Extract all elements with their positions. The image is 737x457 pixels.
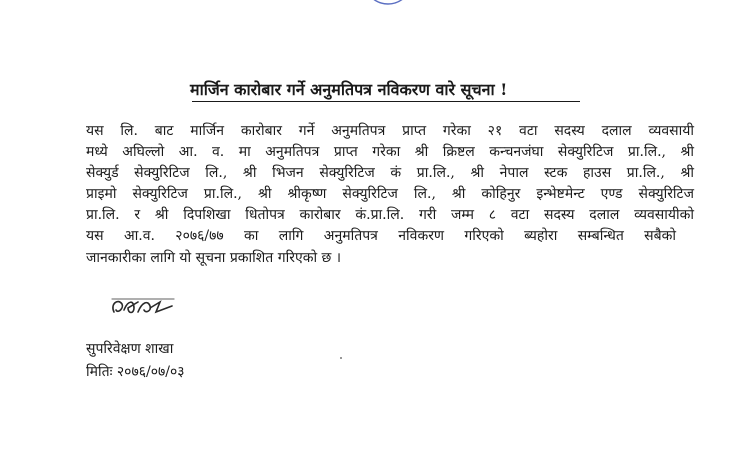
- notice-title: मार्जिन कारोबार गर्ने अनुमतिपत्र नविकरण वारे सूचना !: [190, 80, 508, 99]
- body-line: यस लि. बाट मार्जिन कारोबार गर्ने अनुमतिपत्र प्राप्त गरेका २१ वटा सदस्य दलाल व्यवसायी: [86, 123, 694, 139]
- scan-speck: [340, 357, 342, 359]
- body-line: प्रा.लि. र श्री दिपशिखा धितोपत्र कारोबार कं.प्रा.लि. गरी जम्म ८ वटा सदस्य दलाल व्यवसायीको: [86, 207, 694, 223]
- body-line: मध्ये अघिल्लो आ. व. मा अनुमतिपत्र प्राप्त गरेका श्री क्रिष्टल कन्चनजंघा सेक्युरिटिज प्रा.लि., श्री: [86, 144, 694, 160]
- issuing-section: सुपरिवेक्षण शाखा: [86, 341, 174, 357]
- handwritten-signature: [108, 290, 178, 322]
- body-line: प्राइमो सेक्युरिटिज प्रा.लि., श्री श्रीकृष्ण सेक्युरिटिज लि., श्री कोहिनुर इन्भेष्टमेन्ट एण्ड सेक्युरिटिज: [86, 186, 694, 202]
- body-line: यस आ.व. २०७६/७७ का लागि अनुमतिपत्र नविकरण गरिएको ब्यहोरा सम्बन्धित सबैको: [86, 228, 676, 244]
- issue-date: मितिः २०७६/०७/०३: [86, 364, 185, 380]
- body-line: जानकारीका लागि यो सूचना प्रकाशित गरिएको छ ।: [86, 250, 342, 266]
- body-line: सेक्युर्ड सेक्युरिटिज लि., श्री भिजन सेक्युरिटिज कं प्रा.लि., श्री नेपाल स्टक हाउस प्रा.लि., श्री: [86, 165, 694, 181]
